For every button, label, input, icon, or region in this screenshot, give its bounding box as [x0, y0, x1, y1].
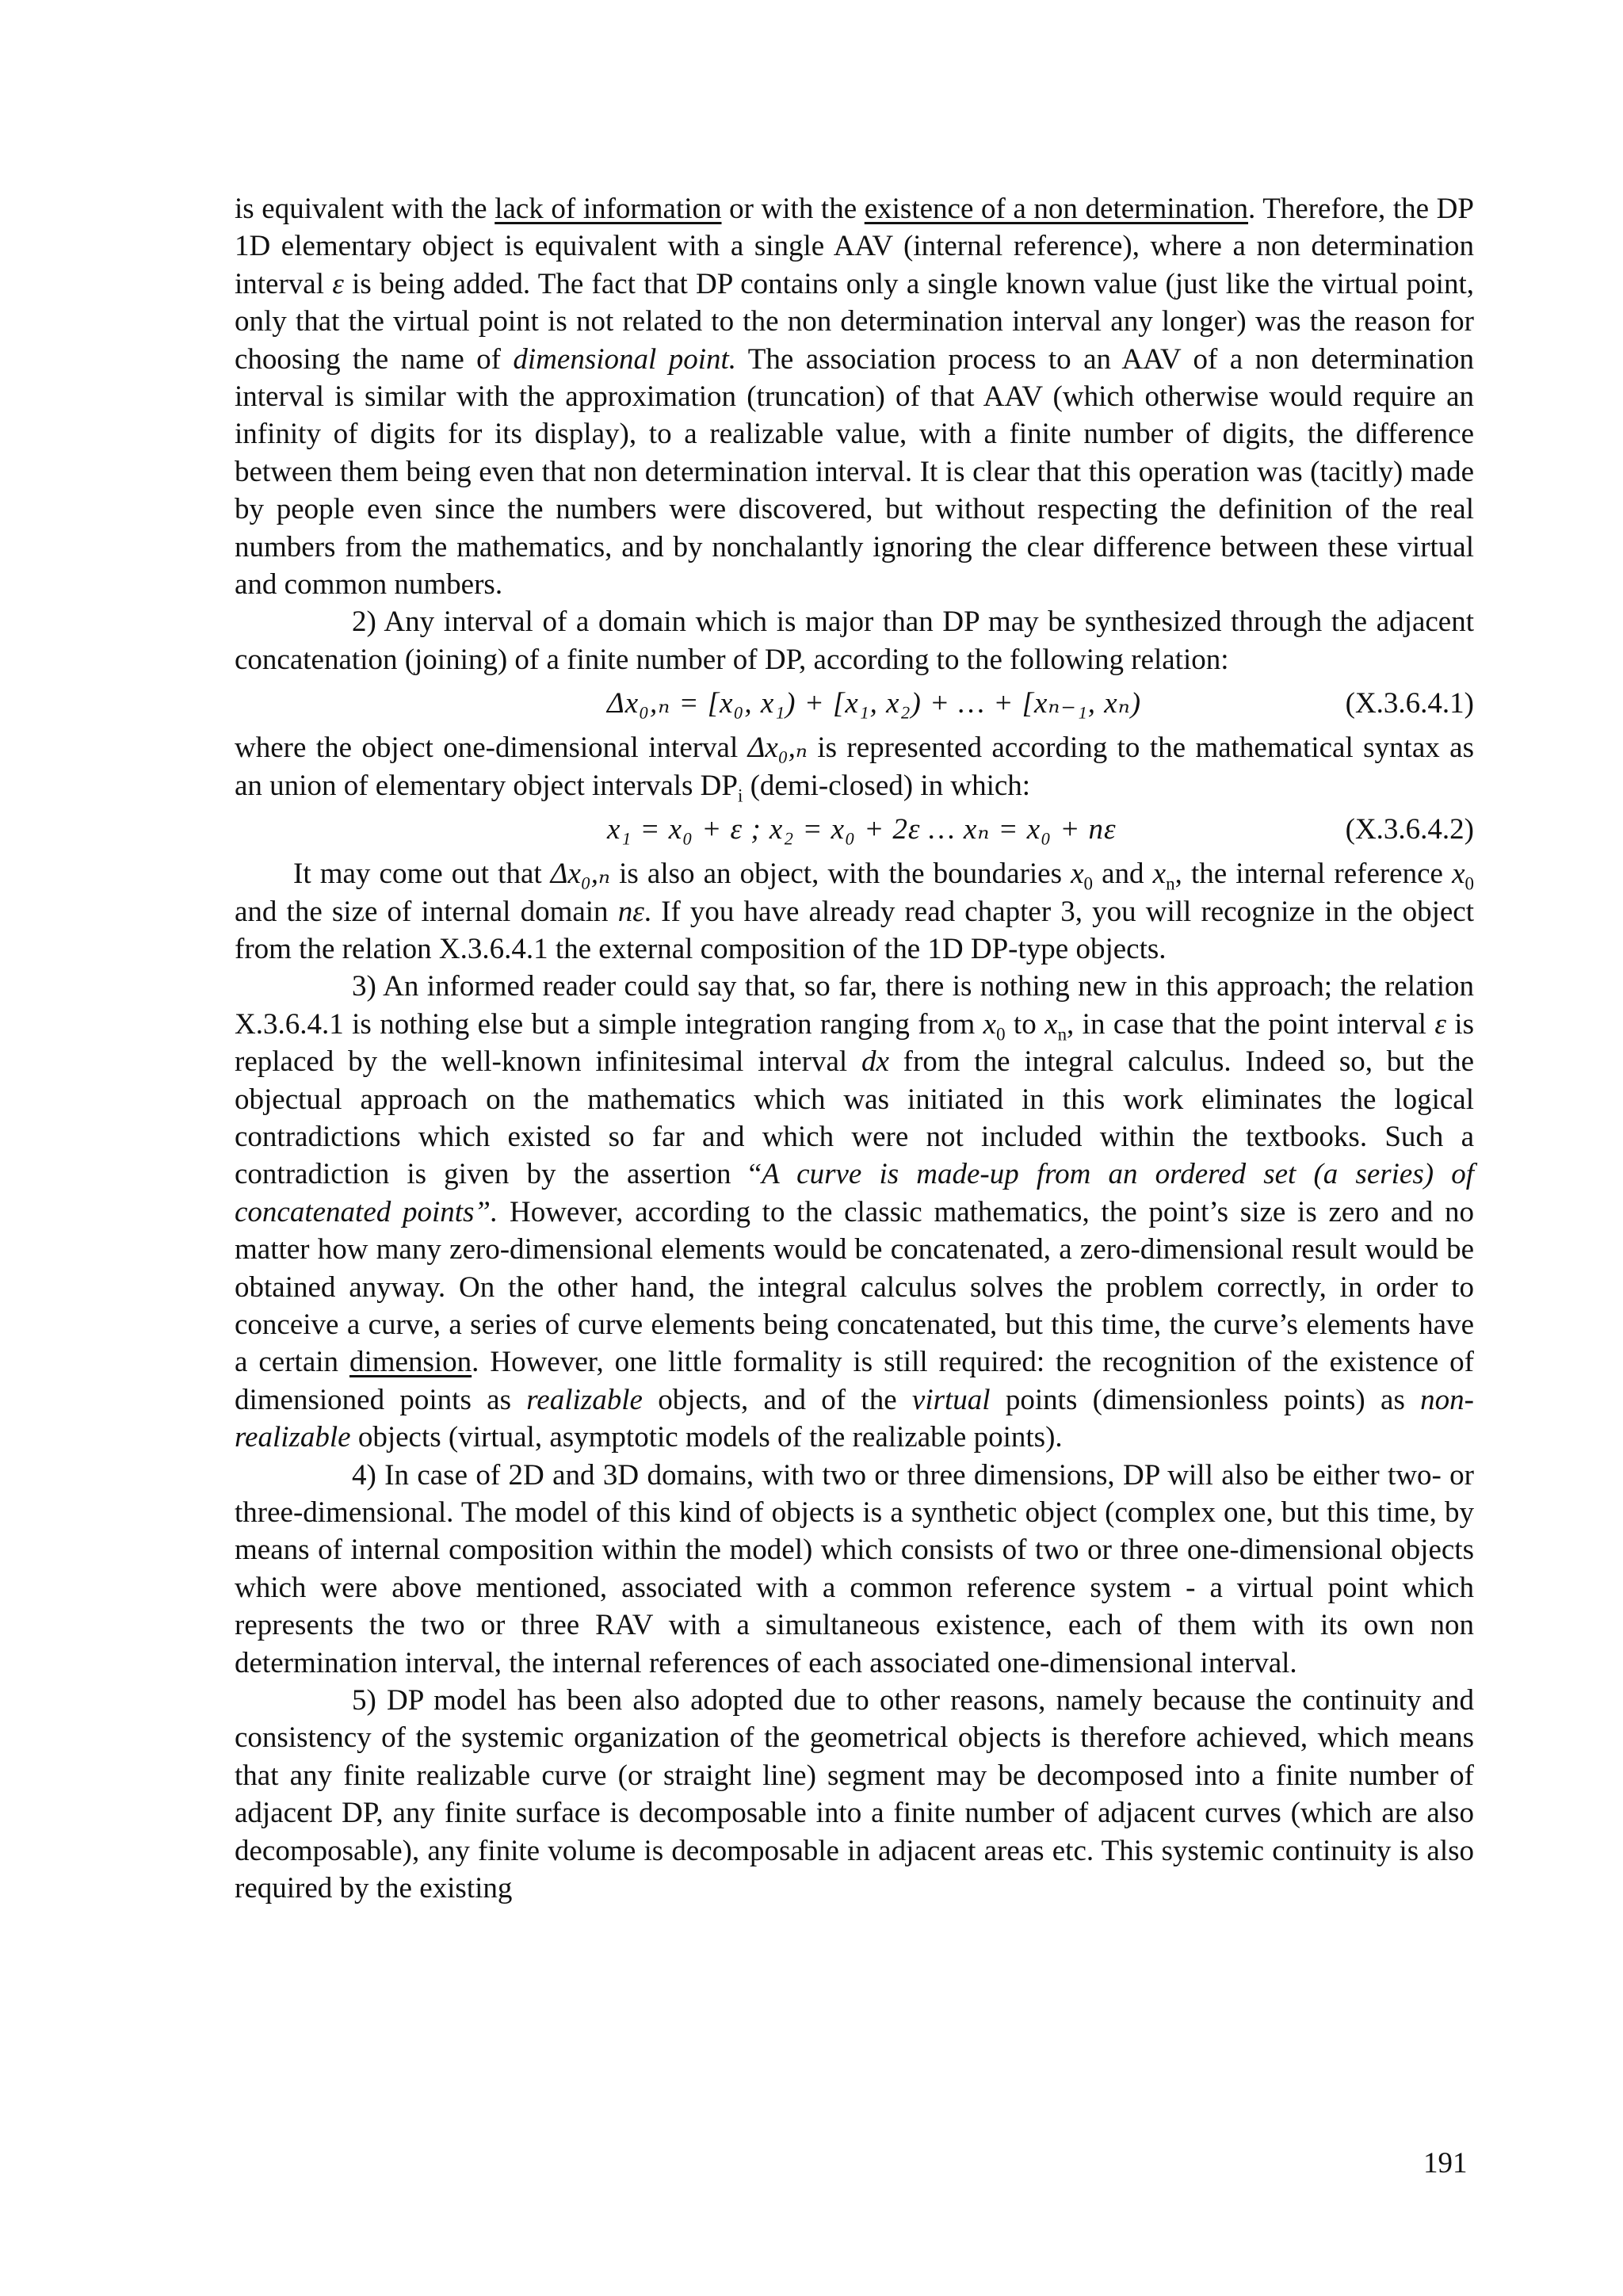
- paragraph-3: [235, 729, 1474, 804]
- text: , in case that the point interval: [1067, 1007, 1435, 1041]
- equation-formula: x₁ = x₀ + ε ; x₂ = x₀ + 2ε … xₙ = x₀ + nε: [607, 813, 1117, 846]
- paragraph-4: [235, 855, 1474, 968]
- variable: x: [1044, 1007, 1058, 1041]
- epsilon-symbol: ε: [1434, 1007, 1446, 1041]
- text: to: [1005, 1007, 1045, 1041]
- text: is being added. The fact that DP contains only a single known value (just like the virtual point, only that the virtual point is not related to the non determination interval any longer) was the reason for choosing the name of: [235, 267, 1474, 376]
- text: from the integral calculus. Indeed so, but the objectual approach on the mathematics which was initiated in this work eliminates the logical contradictions which existed so far and which were not included within the textbooks. Such a contradiction is given by the assertion “: [235, 1045, 1475, 1191]
- subscript: n: [1057, 1024, 1067, 1045]
- delta-interval-symbol: Δx₀,ₙ: [747, 732, 808, 765]
- text: is represented according to the mathematical syntax as an union of elementary object intervals DP: [235, 732, 1474, 802]
- dx-symbol: dx: [861, 1045, 889, 1079]
- text: objects, and of the: [642, 1383, 912, 1416]
- subscript: i: [737, 785, 743, 806]
- paragraph-1: [235, 190, 1474, 603]
- equation-formula: Δx₀,ₙ = [x₀, x₁) + [x₁, x₂) + … + [xₙ₋₁, xₙ): [607, 687, 1142, 720]
- text: , the internal reference: [1174, 858, 1453, 891]
- italic-term: non-realizable: [235, 1383, 1474, 1454]
- text: and the size of internal domain: [235, 895, 618, 928]
- paragraph-2: [235, 603, 1474, 678]
- variable: x: [1452, 858, 1465, 891]
- text: where the object one-dimensional interval: [235, 732, 748, 765]
- text: is replaced by the well-known infinitesimal interval: [235, 1007, 1474, 1079]
- variable: x: [1071, 858, 1084, 891]
- subscript: n: [1166, 873, 1175, 894]
- text: 3) An informed reader could say that, so far, there is nothing new in this approach; the relation X.3.6.4.1 is nothing else but a simple integration ranging from: [235, 970, 1474, 1041]
- subscript: 0: [1083, 873, 1094, 894]
- equation-2: [235, 804, 1474, 855]
- paragraph-7: [235, 1682, 1474, 1907]
- subscript: 0: [996, 1024, 1006, 1045]
- text: 4) In case of 2D and 3D domains, with two or three dimensions, DP will also be either two- or three-dimensional. The model of this kind of objects is a synthetic object (complex one, but this time, by means of internal composition within the model) which consists of two or three one-dimensional objects which were above mentioned, associated with a common reference system - a virtual point which represents the two or three RAV with a simultaneous existence, each of them with its own non determination interval, the internal references of each associated one-dimensional interval.: [235, 1458, 1474, 1679]
- text: It may come out that: [293, 858, 551, 891]
- text: (demi-closed) in which:: [743, 769, 1031, 802]
- text: 2) Any interval of a domain which is major than DP may be synthesized through the adjacent concatenation (joining) of a finite number of DP, according to the following relation:: [235, 606, 1474, 676]
- italic-quote: A curve is made-up from an ordered set (a series) of concatenated points”.: [235, 1158, 1474, 1228]
- underlined-word: dimension: [349, 1346, 472, 1379]
- page-body: [235, 190, 1474, 1907]
- subscript: 0: [1465, 873, 1474, 894]
- italic-term: virtual: [911, 1383, 991, 1416]
- text: and: [1093, 858, 1153, 891]
- n-epsilon-symbol: nε: [617, 895, 644, 928]
- equation-1: [235, 678, 1474, 729]
- underlined-phrase: lack of information: [495, 193, 722, 225]
- text: . If you have already read chapter 3, you will recognize in the object from the relation X.3.6.4.1 the external composition of the 1D DP-type objects.: [235, 895, 1474, 965]
- text: objects (virtual, asymptotic models of the realizable points).: [350, 1421, 1063, 1454]
- text: . Therefore, the DP 1D elementary object is equivalent with a single AAV (internal reference), where a non determination interval: [235, 193, 1474, 300]
- paragraph-6: [235, 1457, 1474, 1682]
- italic-term: realizable: [526, 1383, 643, 1416]
- equation-label: (X.3.6.4.2): [1345, 813, 1474, 846]
- text: However, according to the classic mathematics, the point’s size is zero and no matter how many zero-dimensional elements would be concatenated, a zero-dimensional result would be obtained anyway. On the other hand, the integral calculus solves the problem correctly, in order to conceive a curve, a series of curve elements being concatenated, but this time, the curve’s elements have a certain: [235, 1195, 1474, 1379]
- epsilon-symbol: ε: [332, 267, 344, 300]
- page-number: 191: [1423, 2147, 1468, 2179]
- text: is also an object, with the boundaries: [610, 858, 1071, 891]
- variable: x: [1152, 858, 1167, 891]
- text: The association process to an AAV of a non determination interval is similar with the approximation (truncation) of that AAV (which otherwise would require an infinity of digits for its display), to a realizable value, with a finite number of digits, the difference between them being even that non determination interval. It is clear that this operation was (tacitly) made by people even since the numbers were discovered, but without respecting the definition of the real numbers from the mathematics, and by nonchalantly ignoring the clear difference between these virtual and common numbers.: [235, 342, 1474, 602]
- equation-label: (X.3.6.4.1): [1345, 687, 1474, 720]
- paragraph-5: [235, 968, 1474, 1456]
- text: points (dimensionless points) as: [990, 1383, 1421, 1416]
- underlined-phrase: existence of a non determination: [864, 193, 1249, 225]
- text: 5) DP model has been also adopted due to other reasons, namely because the continuity and consistency of the systemic organization of the geometrical objects is therefore achieved, which means that any finite realizable curve (or straight line) segment may be decomposed into a finite number of adjacent DP, any finite surface is decomposable into a finite number of adjacent curves (which are also decomposable), any finite volume is decomposable in adjacent areas etc. This systemic continuity is also required by the existing: [235, 1684, 1474, 1905]
- delta-interval-symbol: Δx₀,ₙ: [550, 858, 611, 891]
- text: is equivalent with the: [235, 193, 495, 225]
- italic-term: dimensional point.: [513, 342, 737, 376]
- text: or with the: [721, 193, 865, 225]
- variable: x: [983, 1007, 997, 1041]
- text: . However, one little formality is still required: the recognition of the existence of dimensioned points as: [235, 1346, 1475, 1416]
